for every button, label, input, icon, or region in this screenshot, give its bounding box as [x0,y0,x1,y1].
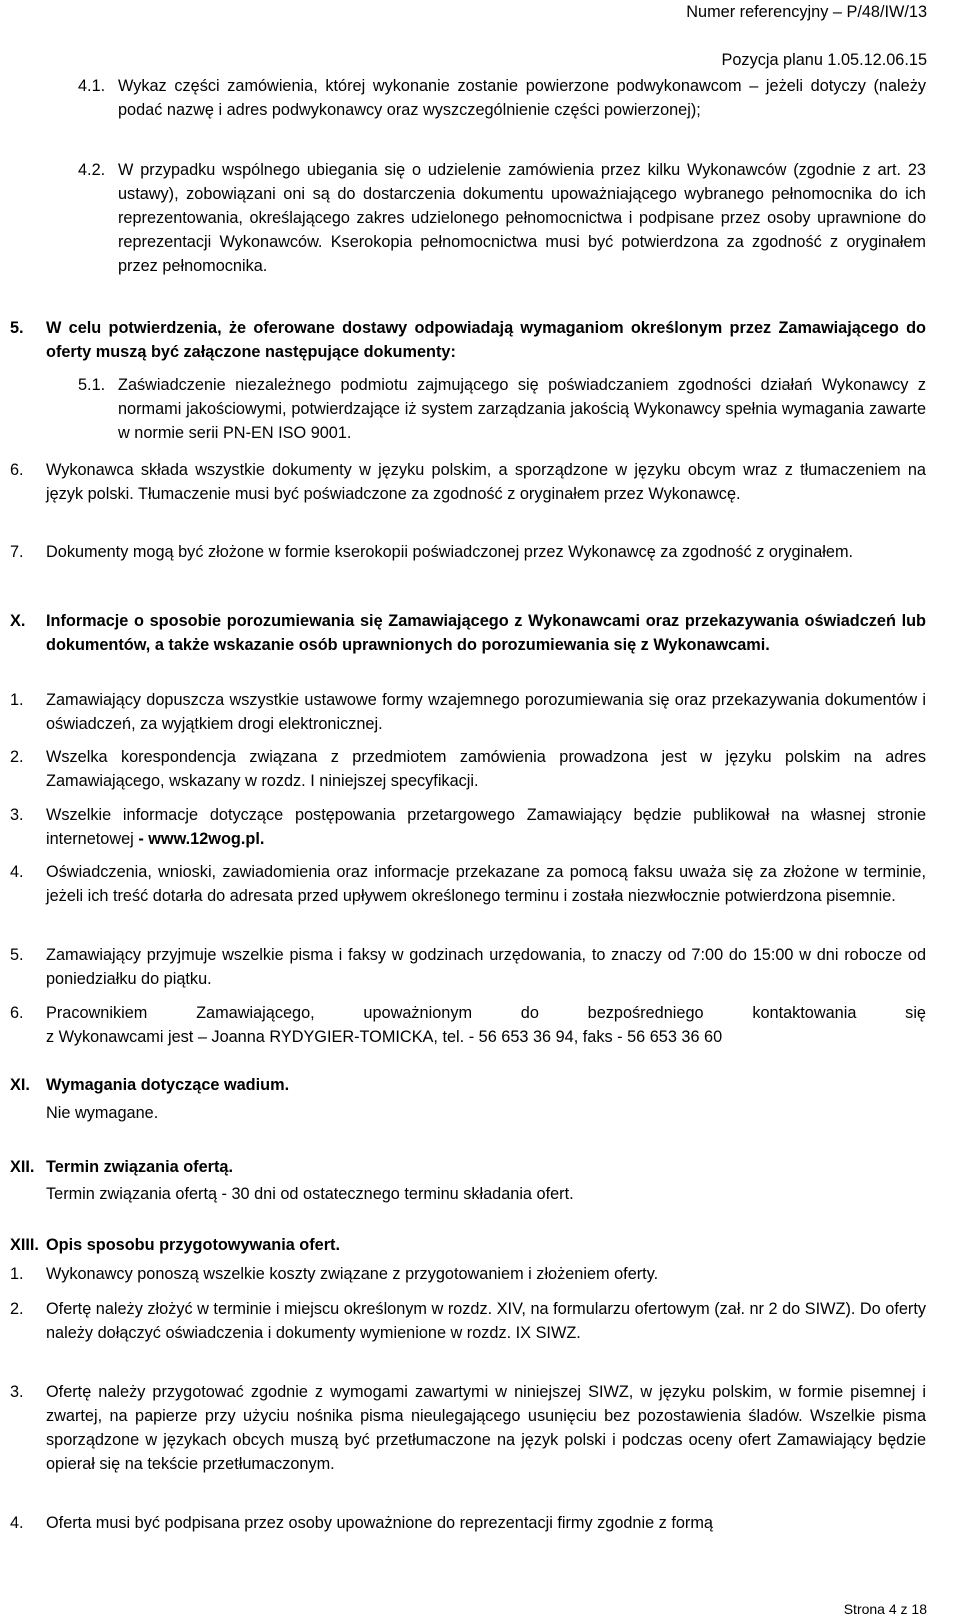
section-heading: Informacje o sposobie porozumiewania się Zamawiającego z Wykonawcami oraz przekazywania oświadczeń lub dokumentów, a także wskazanie osób uprawnionych do porozumiewania się z Wykonawcami. [46,612,926,654]
section-heading: Wymagania dotyczące wadium. [46,1076,290,1094]
item-number: 4.2. [78,161,106,179]
section-text: Termin związania ofertą - 30 dni od ostatecznego terminu składania ofert. [46,1185,574,1203]
item-text: Oświadczenia, wnioski, zawiadomienia oraz informacje przekazane za pomocą faksu uważa się za złożone w terminie, jeżeli ich treść dotarła do adresata przed upływem określonego terminu i została niezwłocznie potwierdzona pisemnie. [46,863,926,905]
item-number: 6. [10,461,24,479]
section-heading: Termin związania ofertą. [46,1158,233,1176]
section-heading: Opis sposobu przygotowywania ofert. [46,1236,340,1254]
item-number: 2. [10,1300,24,1318]
item-text-line: z Wykonawcami jest – Joanna RYDYGIER-TOMICKA, tel. - 56 653 36 94, faks - 56 653 36 60 [46,1028,723,1046]
item-text: Dokumenty mogą być złożone w formie kserokopii poświadczonej przez Wykonawcę za zgodność z oryginałem. [46,543,854,561]
item-number: 4.1. [78,77,106,95]
item-text: Wykaz części zamówienia, której wykonanie zostanie powierzone podwykonawcom – jeżeli dotyczy (należy podać nazwę i adres podwykonawcy oraz wyszczególnienie części powierzonej); [118,77,926,119]
section-number: X. [10,612,26,630]
item-number: 1. [10,691,24,709]
item-number: 3. [10,1383,24,1401]
item-text: Zaświadczenie niezależnego podmiotu zajmującego się poświadczaniem zgodności działań Wykonawcy z normami jakościowymi, potwierdzające iż system zarządzania jakością Wykonawcy spełnia wymagania zawarte w normie serii PN-EN ISO 9001. [118,376,926,442]
item-text: Wszelka korespondencja związana z przedmiotem zamówienia prowadzona jest w języku polskim na adres Zamawiającego, wskazany w rozdz. I niniejszej specyfikacji. [46,748,926,790]
item-number: 3. [10,806,24,824]
item-text: W przypadku wspólnego ubiegania się o udzielenie zamówienia przez kilku Wykonawców (zgodnie z art. 23 ustawy), zobowiązani oni są do dostarczenia dokumentu upoważniającego wybranego pełnomocnika do ich reprezentowania, określającego zakres udzielonego pełnomocnictwa i podpisane przez osoby uprawnione do reprezentacji Wykonawców. Kserokopia pełnomocnictwa musi być potwierdzona za zgodność z oryginałem przez pełnomocnika. [118,161,926,275]
section-number: XIII. [10,1236,39,1254]
item-number: 5.1. [78,376,106,394]
item-number: 1. [10,1265,24,1283]
item-text: Zamawiający przyjmuje wszelkie pisma i faksy w godzinach urzędowania, to znaczy od 7:00 do 15:00 w dni robocze od poniedziałku do piątku. [46,946,926,988]
plan-position: Pozycja planu 1.05.12.06.15 [721,51,927,69]
item-text-part: Wszelkie informacje dotyczące postępowania przetargowego Zamawiający będzie publikował na własnej stronie internetowej [46,806,926,848]
item-text: Ofertę należy przygotować zgodnie z wymogami zawartymi w niniejszej SIWZ, w języku polskim, w formie pisemnej i zwartej, na papierze przy użyciu nośnika pisma nieulegającego usunięciu bez pozostawienia śladów. Wszelkie pisma sporządzone w językach obcych muszą być przetłumaczone na język polski i podczas oceny ofert Zamawiający będzie opierał się na tekście przetłumaczonym. [46,1383,926,1473]
item-text: Ofertę należy złożyć w terminie i miejscu określonym w rozdz. XIV, na formularzu ofertowym (zał. nr 2 do SIWZ). Do oferty należy dołączyć oświadczenia i dokumenty wymienione w rozdz. IX SIWZ. [46,1300,926,1342]
section-heading: W celu potwierdzenia, że oferowane dostawy odpowiadają wymaganiom określonym przez Zamawiającego do oferty muszą być załączone następujące dokumenty: [46,319,926,361]
item-number: 7. [10,543,24,561]
item-number: 6. [10,1004,24,1022]
item-text: Oferta musi być podpisana przez osoby upoważnione do reprezentacji firmy zgodnie z formą [46,1514,713,1532]
website-link[interactable]: - www.12wog.pl. [138,830,265,848]
section-number: XI. [10,1076,30,1094]
section-number: 5. [10,319,24,337]
item-number: 4. [10,863,24,881]
reference-number: Numer referencyjny – P/48/IW/13 [686,3,927,21]
item-number: 4. [10,1514,24,1532]
item-text [46,803,926,851]
section-number: XII. [10,1158,35,1176]
item-number: 2. [10,748,24,766]
item-text: Zamawiający dopuszcza wszystkie ustawowe formy wzajemnego porozumiewania się oraz przekazywania dokumentów i oświadczeń, za wyjątkiem drogi elektronicznej. [46,691,926,733]
item-text: Wykonawcy ponoszą wszelkie koszty związane z przygotowaniem i złożeniem oferty. [46,1265,659,1283]
item-text: Wykonawca składa wszystkie dokumenty w języku polskim, a sporządzone w języku obcym wraz z tłumaczeniem na język polski. Tłumaczenie musi być poświadczone za zgodność z oryginałem przez Wykonawcę. [46,461,926,503]
section-text: Nie wymagane. [46,1104,159,1122]
item-number: 5. [10,946,24,964]
item-text-line: Pracownikiem Zamawiającego, upoważnionym do bezpośredniego kontaktowania się [46,1004,926,1022]
page-number: Strona 4 z 18 [843,1601,927,1617]
